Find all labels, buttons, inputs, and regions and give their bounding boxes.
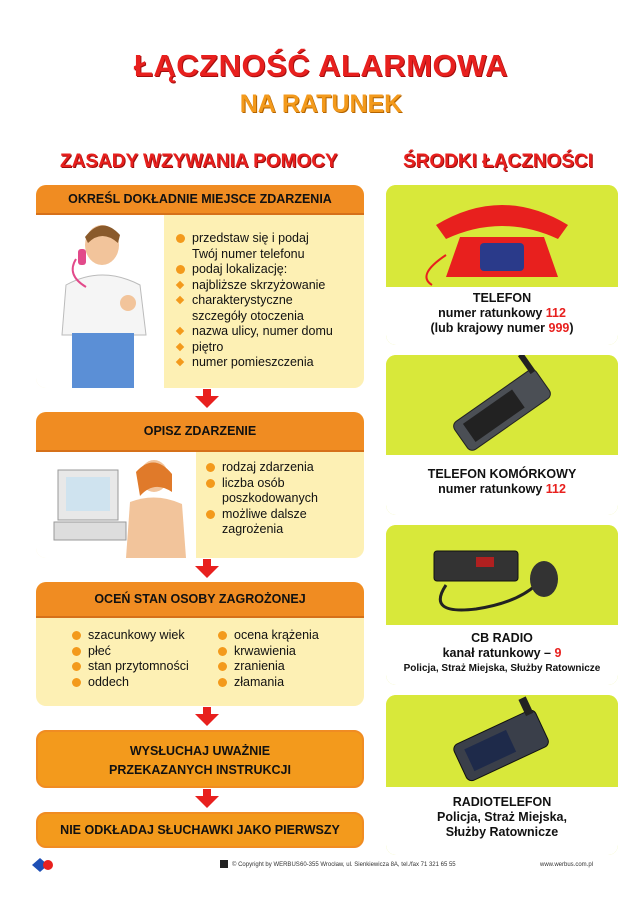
device-alt-number: (lub krajowy numer 999) (430, 321, 574, 335)
device-users-line1: Policja, Straż Miejska, (437, 810, 567, 824)
device-text (386, 625, 618, 685)
device-emergency-number: numer ratunkowy 112 (438, 482, 566, 496)
mobile-phone-illustration (386, 355, 618, 455)
list-item: rodzaj zdarzenia (206, 460, 318, 476)
list-item: przedstaw się i podaj (176, 231, 333, 247)
device-text (386, 455, 618, 515)
right-column-header: ŚRODKI ŁĄCZNOŚCI (403, 151, 593, 172)
cb-radio-illustration (386, 525, 618, 625)
list-item: oddech (72, 675, 189, 691)
device-text (386, 787, 618, 855)
list-item: krwawienia (218, 644, 319, 660)
device-users-line2: Służby Ratownicze (445, 825, 559, 839)
device-card-telephone (386, 185, 618, 345)
list-item: liczba osób (206, 476, 318, 492)
device-name: TELEFON (472, 291, 532, 305)
list-item: zagrożenia (222, 522, 284, 536)
device-emergency-number: numer ratunkowy 112 (438, 306, 566, 320)
footer-copyright: © Copyright by WERBUS (232, 862, 300, 868)
list-item: poszkodowanych (222, 491, 318, 505)
list-item: numer pomieszczenia (176, 355, 333, 371)
step-card-assess (36, 582, 364, 706)
list-item: nazwa ulicy, numer domu (176, 324, 333, 340)
step-bullet-list (206, 460, 318, 538)
device-name: RADIOTELEFON (452, 795, 552, 809)
list-item: charakterystyczne (176, 293, 333, 309)
step-title: OCEŃ STAN OSOBY ZAGROŻONEJ (36, 582, 364, 618)
list-item: szacunkowy wiek (72, 628, 189, 644)
man-on-phone-illustration (36, 215, 164, 388)
step-bullet-list (176, 231, 333, 371)
step-title: NIE ODKŁADAJ SŁUCHAWKI JAKO PIERWSZY (60, 823, 340, 837)
step-title: OPISZ ZDARZENIE (36, 412, 364, 452)
step-listen-instructions (36, 730, 364, 788)
device-name: CB RADIO (471, 631, 533, 645)
step-title: OKREŚL DOKŁADNIE MIEJSCE ZDARZENIA (36, 185, 364, 215)
list-item: stan przytomności (72, 659, 189, 675)
device-users: Policja, Straż Miejska, Służby Ratownicze (403, 663, 601, 674)
list-item: szczegóły otoczenia (192, 308, 304, 323)
device-card-radiotelephone (386, 695, 618, 855)
radiotelephone-illustration (386, 695, 618, 787)
step-dont-hang-up (36, 812, 364, 848)
step-title: WYSŁUCHAJ UWAŻNIE (129, 744, 271, 758)
left-column-header: ZASADY WZYWANIA POMOCY (60, 151, 338, 172)
assessment-list-left (72, 628, 189, 690)
device-card-mobile (386, 355, 618, 515)
list-item: Twój numer telefonu (192, 246, 305, 261)
publisher-logo (30, 855, 56, 875)
assessment-list-right (218, 628, 319, 690)
footer-address: 60-355 Wrocław, ul. Sienkiewicza 8A, tel./fax 71 321 65 55 (300, 862, 456, 868)
list-item: piętro (176, 340, 333, 356)
list-item: zranienia (218, 659, 319, 675)
device-text (386, 287, 618, 345)
device-card-cb-radio (386, 525, 618, 685)
step-title-line2: PRZEKAZANYCH INSTRUKCJI (109, 763, 291, 777)
list-item: ocena krążenia (218, 628, 319, 644)
list-item: płeć (72, 644, 189, 660)
page-subtitle: NA RATUNEK (239, 90, 403, 118)
step-card-describe (36, 412, 364, 558)
list-item: podaj lokalizację: (176, 262, 333, 278)
list-item: możliwe dalsze (206, 507, 318, 523)
device-emergency-number: kanał ratunkowy – 9 (442, 646, 562, 660)
footer-website: www.werbus.com.pl (540, 862, 594, 868)
red-telephone-illustration (386, 185, 618, 287)
qr-icon (220, 860, 228, 868)
woman-at-computer-illustration (36, 452, 196, 558)
device-name: TELEFON KOMÓRKOWY (427, 467, 577, 481)
list-item: złamania (218, 675, 319, 691)
page-title: ŁĄCZNOŚĆ ALARMOWA (133, 48, 509, 83)
list-item: najbliższe skrzyżowanie (176, 278, 333, 294)
step-card-location (36, 185, 364, 388)
